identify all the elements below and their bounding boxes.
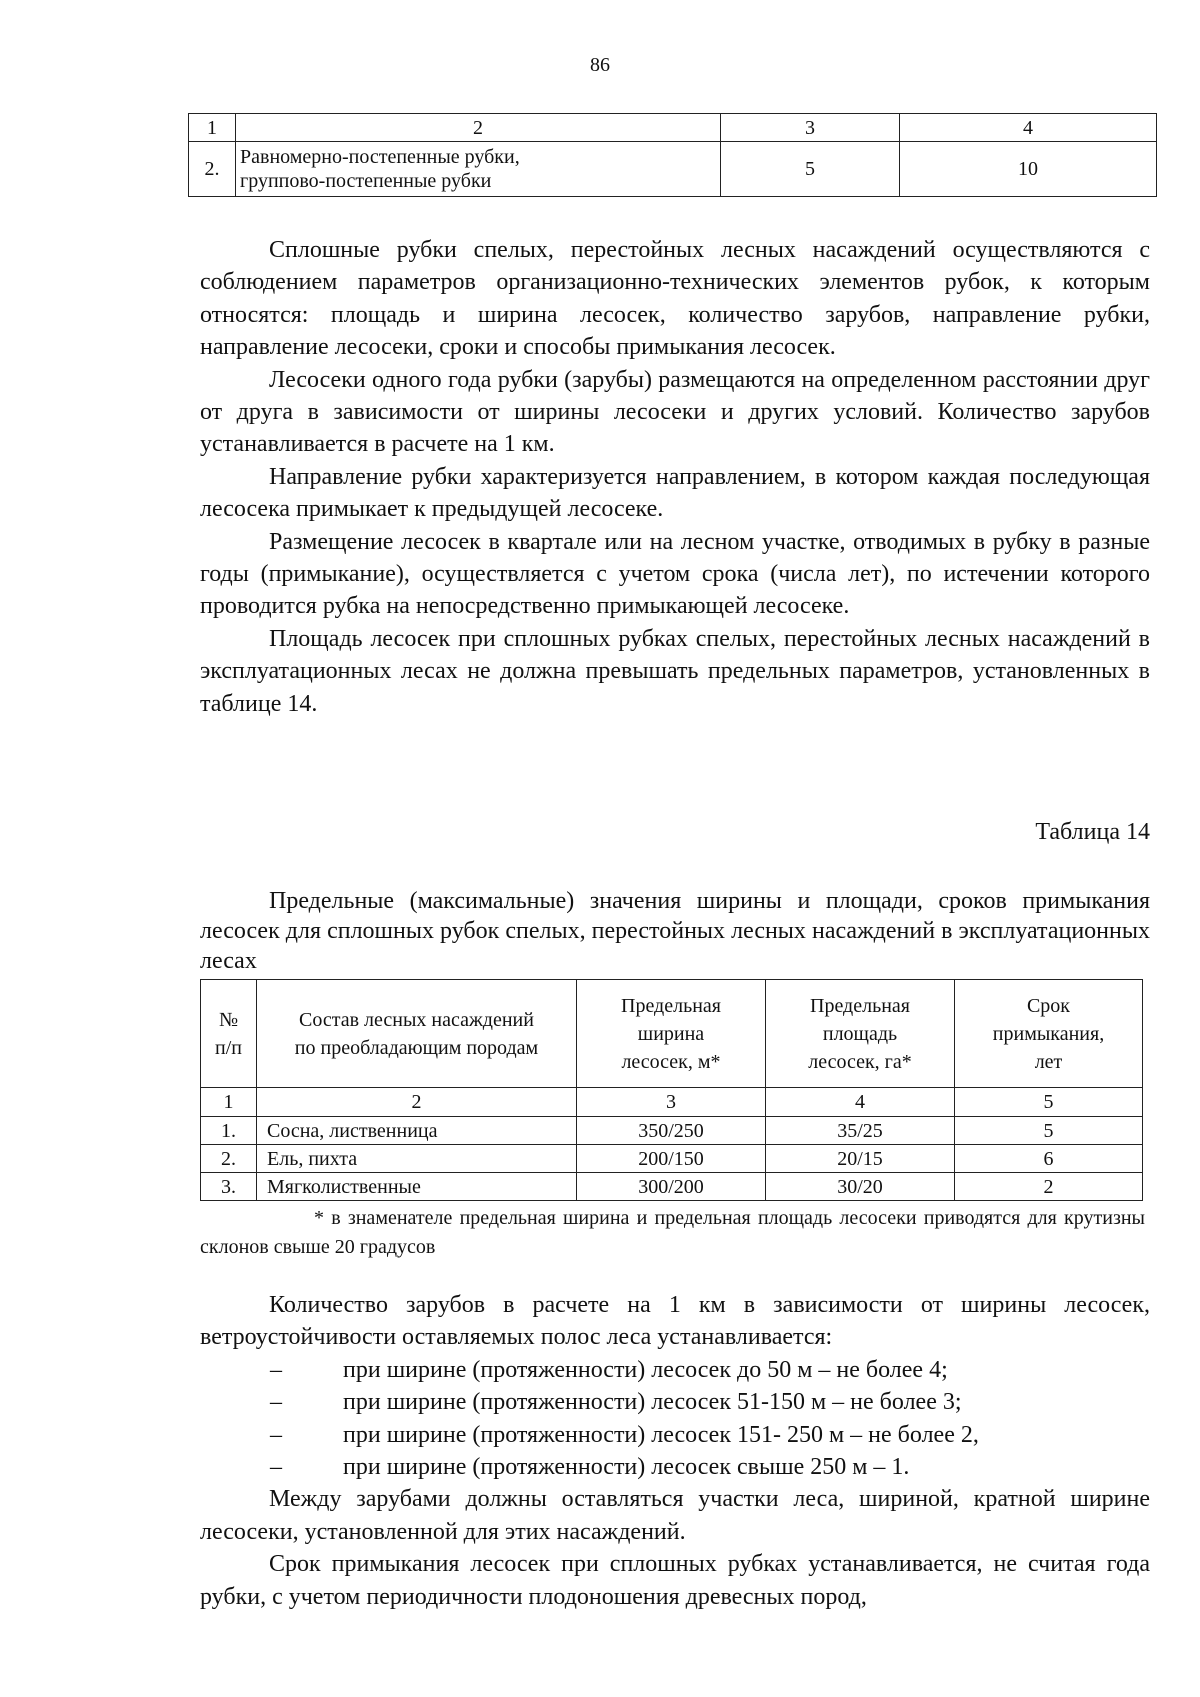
table-label: Таблица 14 — [1035, 819, 1150, 845]
cont-row-name-line1: Равномерно-постепенные рубки, — [240, 146, 520, 168]
page-number: 86 — [590, 54, 610, 76]
table-row — [201, 1145, 1143, 1173]
row-term: 5 — [955, 1117, 1143, 1145]
cont-row-number: 2. — [189, 142, 236, 197]
row-width: 200/150 — [577, 1145, 766, 1173]
row-width: 300/200 — [577, 1173, 766, 1201]
row-number: 1. — [201, 1117, 257, 1145]
main-table — [200, 979, 1143, 1201]
paragraph: Между зарубами должны оставляться участки леса, шириной, кратной ширине лесосеки, установленной для этих насаждений. — [200, 1486, 1150, 1545]
paragraph: Площадь лесосек при сплошных рубках спелых, перестойных лесных насаждений в эксплуатационных лесах не должна превышать предельных параметров, установленных в таблице 14. — [200, 625, 1150, 717]
cont-header-cell-4: 4 — [900, 114, 1157, 142]
header-area-line1: Предельная — [810, 994, 910, 1017]
header-term-line1: Срок — [1026, 994, 1071, 1017]
header-term — [955, 980, 1143, 1088]
body-text-top — [200, 234, 1150, 720]
paragraph: Лесосеки одного года рубки (зарубы) размещаются на определенном расстоянии друг от друга в зависимости от ширины лесосеки и других условий. Количество зарубов устанавливается в расчете на 1 км. — [200, 366, 1150, 458]
header-width-line3: лесосек, м* — [621, 1050, 721, 1073]
row-name: Сосна, лиственница — [257, 1117, 577, 1145]
column-number: 2 — [257, 1088, 577, 1117]
column-number-row — [201, 1088, 1143, 1117]
cont-header-cell-3: 3 — [721, 114, 900, 142]
table-footnote: * в знаменателе предельная ширина и предельная площадь лесосеки приводятся для крутизны склонов свыше 20 градусов — [200, 1207, 1145, 1258]
table-row — [201, 1173, 1143, 1201]
row-area: 30/20 — [766, 1173, 955, 1201]
list-item-text: при ширине (протяженности) лесосек до 50 м – не более 4; — [343, 1356, 948, 1383]
header-term-line3: лет — [1034, 1050, 1063, 1073]
paragraph: Количество зарубов в расчете на 1 км в зависимости от ширины лесосек, ветроустойчивости оставляемых полос леса устанавливается: — [200, 1292, 1150, 1351]
cont-row-col3: 5 — [721, 142, 900, 197]
paragraph: Направление рубки характеризуется направлением, в котором каждая последующая лесосека примыкает к предыдущей лесосеке. — [200, 463, 1150, 523]
header-area-line3: лесосек, га* — [808, 1050, 912, 1073]
paragraph: Срок примыкания лесосек при сплошных рубках устанавливается, не считая года рубки, с учетом периодичности плодоношения древесных пород, — [200, 1551, 1150, 1610]
table-row — [201, 1117, 1143, 1145]
row-area: 20/15 — [766, 1145, 955, 1173]
dash-bullet: – — [270, 1356, 282, 1383]
list-item-text: при ширине (протяженности) лесосек свыше 250 м – 1. — [343, 1454, 910, 1481]
dash-bullet: – — [270, 1454, 282, 1481]
row-name: Ель, пихта — [257, 1145, 577, 1173]
header-area — [766, 980, 955, 1088]
header-width — [577, 980, 766, 1088]
cont-row-name-line2: группово-постепенные рубки — [240, 170, 492, 192]
cont-row-name — [236, 142, 721, 197]
main-table-header-row — [201, 980, 1143, 1088]
cont-header-cell-1: 1 — [189, 114, 236, 142]
list-item — [200, 1354, 1150, 1386]
header-composition-line1: Состав лесных насаждений — [299, 1008, 534, 1031]
header-area-line2: площадь — [822, 1022, 898, 1045]
table-row — [189, 142, 1157, 197]
continuation-table-header-row — [189, 114, 1157, 142]
list-item — [200, 1386, 1150, 1418]
header-num — [201, 980, 257, 1088]
row-width: 350/250 — [577, 1117, 766, 1145]
list-item-text: при ширине (протяженности) лесосек 51-150 м – не более 3; — [343, 1389, 962, 1416]
header-num-line1: № — [218, 1008, 239, 1031]
row-term: 2 — [955, 1173, 1143, 1201]
dash-bullet: – — [270, 1389, 282, 1416]
paragraph: Сплошные рубки спелых, перестойных лесных насаждений осуществляются с соблюдением параметров организационно-технических элементов рубок, к которым относятся: площадь и ширина лесосек, количество зарубов, направление рубки, направление лесосеки, сроки и способы примыкания лесосек. — [200, 237, 1150, 361]
header-composition-line2: по преобладающим породам — [294, 1036, 539, 1059]
table-caption: Предельные (максимальные) значения ширины и площади, сроков примыкания лесосек для сплошных рубок спелых, перестойных лесных насаждений в эксплуатационных лесах — [200, 888, 1150, 974]
cont-row-col4: 10 — [900, 142, 1157, 197]
column-number: 5 — [955, 1088, 1143, 1117]
row-name: Мягколиственные — [257, 1173, 577, 1201]
column-number: 1 — [201, 1088, 257, 1117]
continuation-table — [188, 113, 1157, 197]
list-item-text: при ширине (протяженности) лесосек 151- 250 м – не более 2, — [343, 1421, 979, 1448]
row-number: 3. — [201, 1173, 257, 1201]
body-text-bottom — [200, 1289, 1150, 1613]
header-composition — [257, 980, 577, 1088]
header-width-line1: Предельная — [621, 994, 721, 1017]
list-item — [200, 1419, 1150, 1451]
list-item — [200, 1451, 1150, 1483]
paragraph: Размещение лесосек в квартале или на лесном участке, отводимых в рубку в разные годы (примыкание), осуществляется с учетом срока (числа лет), по истечении которого проводится рубка на непосредственно примыкающей лесосеке. — [200, 528, 1150, 620]
row-area: 35/25 — [766, 1117, 955, 1145]
cont-header-cell-2: 2 — [236, 114, 721, 142]
row-term: 6 — [955, 1145, 1143, 1173]
column-number: 3 — [577, 1088, 766, 1117]
header-num-line2: п/п — [215, 1036, 242, 1059]
header-width-line2: ширина — [637, 1022, 705, 1045]
header-term-line2: примыкания, — [992, 1022, 1105, 1045]
dash-bullet: – — [270, 1421, 282, 1448]
column-number: 4 — [766, 1088, 955, 1117]
row-number: 2. — [201, 1145, 257, 1173]
